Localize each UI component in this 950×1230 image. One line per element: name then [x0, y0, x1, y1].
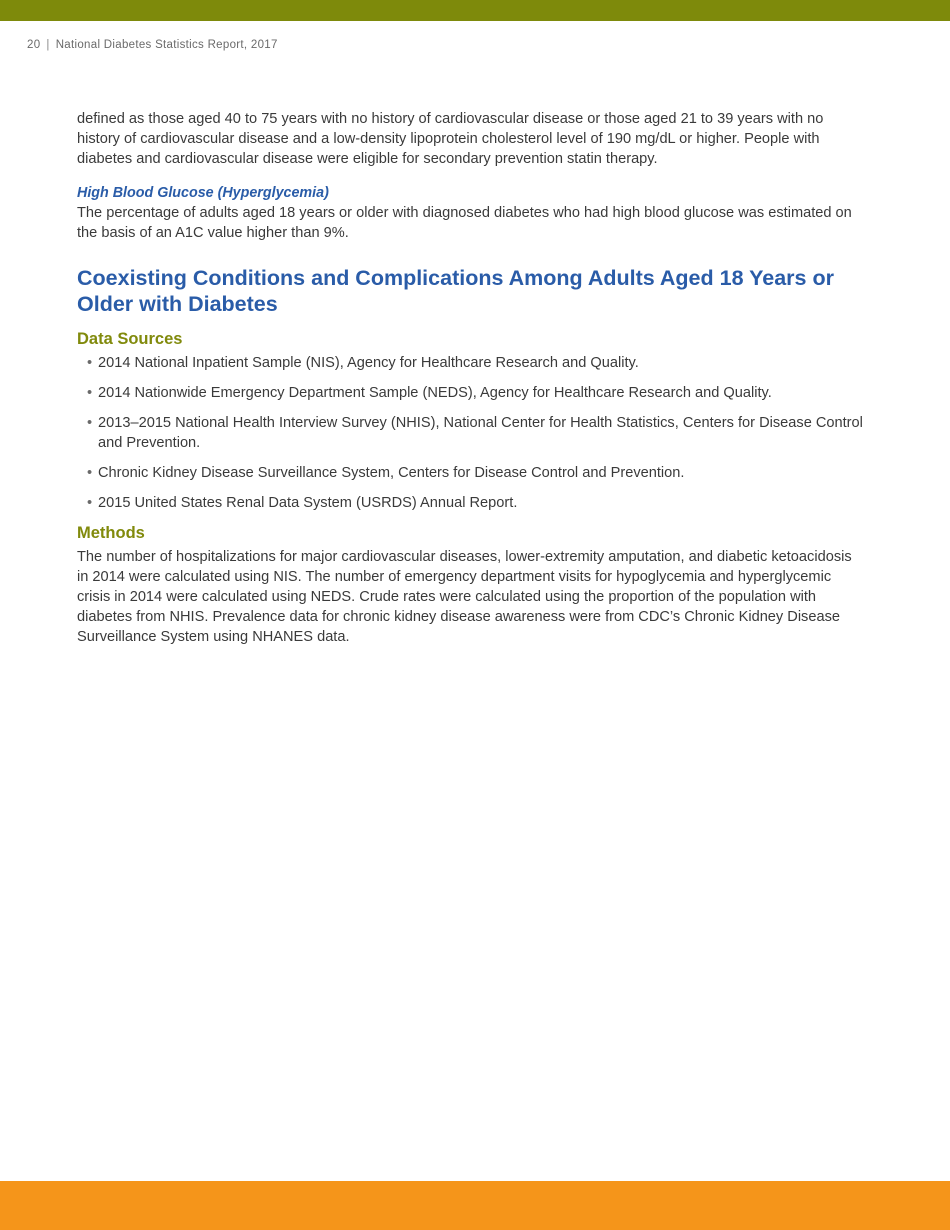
data-sources-heading: Data Sources	[77, 330, 183, 348]
bottom-color-band	[0, 1181, 950, 1230]
list-item-text: 2014 Nationwide Emergency Department Sample (NEDS), Agency for Healthcare Research and Quality.	[98, 385, 772, 401]
list-item	[77, 353, 867, 373]
report-title: National Diabetes Statistics Report, 2017	[55, 39, 278, 51]
hyperglycemia-paragraph: The percentage of adults aged 18 years or older with diagnosed diabetes who had high blood glucose was estimated on the basis of an A1C value higher than 9%.	[77, 205, 852, 241]
bullet-icon: •	[87, 355, 93, 371]
hyperglycemia-heading: High Blood Glucose (Hyperglycemia)	[77, 185, 329, 201]
list-item-text: 2015 United States Renal Data System (USRDS) Annual Report.	[98, 495, 518, 511]
methods-paragraph: The number of hospitalizations for major cardiovascular diseases, lower-extremity amputation, and diabetic ketoacidosis in 2014 were calculated using NIS. The number of emergency department visits for hypoglycemia and hyperglycemic crisis in 2014 were calculated using NEDS. Crude rates were calculated using the proportion of the population with diabetes from NHIS. Prevalence data for chronic kidney disease awareness were from CDC’s Chronic Kidney Disease Surveillance System using NHANES data.	[77, 549, 852, 645]
page-content	[77, 109, 867, 647]
list-item	[77, 493, 867, 513]
list-item	[77, 463, 867, 483]
bullet-icon: •	[87, 385, 93, 401]
methods-heading: Methods	[77, 524, 145, 542]
bullet-icon: •	[87, 495, 93, 511]
section-title: Coexisting Conditions and Complications Among Adults Aged 18 Years or Older with Diabetes	[77, 266, 834, 316]
list-item-text: 2014 National Inpatient Sample (NIS), Agency for Healthcare Research and Quality.	[98, 355, 639, 371]
bullet-icon: •	[87, 415, 93, 431]
data-sources-list	[77, 353, 867, 513]
running-header	[27, 39, 278, 51]
list-item-text: 2013–2015 National Health Interview Survey (NHIS), National Center for Health Statistics, Centers for Disease Control and Prevention.	[98, 415, 863, 451]
list-item	[77, 413, 867, 453]
list-item-text: Chronic Kidney Disease Surveillance System, Centers for Disease Control and Prevention.	[98, 465, 685, 481]
list-item	[77, 383, 867, 403]
intro-paragraph: defined as those aged 40 to 75 years with no history of cardiovascular disease or those aged 21 to 39 years with no history of cardiovascular disease and a low-density lipoprotein cholesterol level of 190 mg/dL or higher. People with diabetes and cardiovascular disease were eligible for secondary prevention statin therapy.	[77, 111, 824, 167]
bullet-icon: •	[87, 465, 93, 481]
header-separator: |	[46, 39, 50, 51]
top-color-band	[0, 0, 950, 21]
page-number: 20	[27, 39, 41, 51]
